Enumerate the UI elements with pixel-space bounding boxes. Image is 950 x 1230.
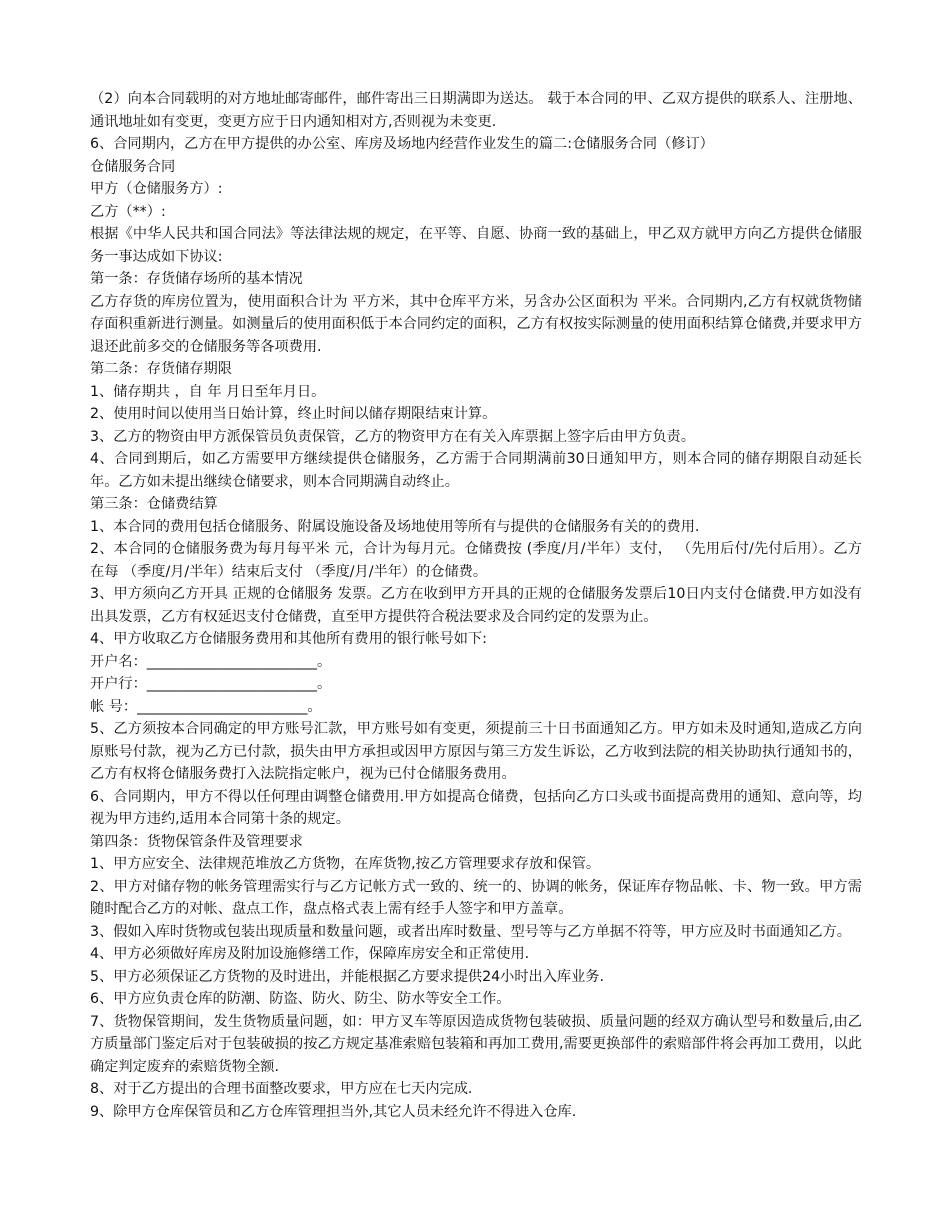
article-3-item-5: 5、乙方须按本合同确定的甲方账号汇款，甲方账号如有变更，须提前三十日书面通知乙方。甲方如未及时通知,造成乙方向原账号付款，视为乙方已付款，损失由甲方承担或因甲方原因与第三方发生诉讼，乙方收到法院的相关协助执行通知书的，乙方有权将仓储服务费打入法院指定帐户，视为已付仓储服务费用。: [90, 721, 862, 782]
article-2-item-4: 4、合同到期后，如乙方需要甲方继续提供仓储服务，乙方需于合同期满前30日通知甲方，则本合同的储存期限自动延长年。乙方如未提出继续仓储要求，则本合同期满自动终止。: [90, 451, 862, 490]
article-3-item-3: 3、甲方须向乙方开具 正规的仓储服务 发票。乙方在收到甲方开具的正规的仓储服务发票后10日内支付仓储费.甲方如没有出具发票，乙方有权延迟支付仓储费，直至甲方提供符合税法要求及合同约定的发票为止。: [90, 586, 862, 625]
document-title: 仓储服务合同: [90, 158, 176, 175]
article-4-item-1: 1、甲方应安全、法律规范堆放乙方货物，在库货物,按乙方管理要求存放和保管。: [90, 856, 601, 872]
article-3-item-2: 2、本合同的仓储服务费为每月每平米 元，合计为每月元。仓储费按 (季度/月/半年）支付， （先用后付/先付后用）。乙方在每 （季度/月/半年）结束后支付 （季度/月/半年）的仓储费。: [90, 541, 862, 580]
document-page: [90, 88, 862, 1123]
article-4-item-5: 5、甲方必须保证乙方货物的及时进出，并能根据乙方要求提供24小时出入库业务.: [90, 968, 604, 985]
article-4-item-9: 9、除甲方仓库保管员和乙方仓库管理担当外,其它人员未经允许不得进入仓库.: [90, 1103, 577, 1120]
article-3-heading: 第三条：仓储费结算: [90, 496, 218, 512]
article-3-item-1: 1、本合同的费用包括仓储服务、附属设施设备及场地使用等所有与提供的仓储服务有关的的费用.: [90, 518, 700, 535]
article-4-item-6: 6、甲方应负责仓库的防潮、防盗、防火、防尘、防水等安全工作。: [90, 991, 511, 1007]
article-3-item-4: 4、甲方收取乙方仓储服务费用和其他所有费用的银行帐号如下:: [90, 631, 487, 647]
article-3-item-6: 6、合同期内，甲方不得以任何理由调整仓储费用.甲方如提高仓储费，包括向乙方口头或书面提高费用的通知、意向等，均视为甲方违约,适用本合同第十条的规定。: [90, 788, 862, 827]
bank-name-field: 开户行：________________________。: [90, 676, 332, 692]
preamble-paragraph: 根据《中华人民共和国合同法》等法律法规的规定，在平等、自愿、协商一致的基础上，甲乙双方就甲方向乙方提供仓储服务一事达成如下协议:: [90, 226, 862, 265]
article-4-item-2: 2、甲方对储存物的帐务管理需实行与乙方记帐方式一致的、统一的、协调的帐务，保证库存物品帐、卡、物一致。甲方需随时配合乙方的对帐、盘点工作，盘点格式表上需有经手人签字和甲方盖章。: [90, 878, 862, 917]
party-b-label: 乙方（**）:: [90, 203, 166, 220]
article-1-body: 乙方存货的库房位置为，使用面积合计为 平方米，其中仓库平方米，另含办公区面积为 平米。合同期内,乙方有权就货物储存面积重新进行测量。如测量后的使用面积低于本合同约定的面积，乙方有权按实际测量的使用面积结算仓储费,并要求甲方退还此前多交的仓储服务等各项费用.: [90, 293, 862, 355]
account-name-field: 开户名：________________________。: [90, 653, 332, 670]
party-a-label: 甲方（仓储服务方）:: [90, 181, 223, 197]
article-1-heading: 第一条：存货储存场所的基本情况: [90, 271, 303, 287]
line-clause-6-office: 6、合同期内，乙方在甲方提供的办公室、库房及场地内经营作业发生的篇二:仓储服务合同（修订）: [90, 136, 714, 152]
article-2-item-3: 3、乙方的物资由甲方派保管员负责保管，乙方的物资甲方在有关入库票据上签字后由甲方负责。: [90, 428, 695, 445]
article-4-item-4: 4、甲方必须做好库房及附加设施修缮工作，保障库房安全和正常使用.: [90, 946, 530, 962]
article-4-heading: 第四条：货物保管条件及管理要求: [90, 833, 303, 850]
article-4-item-3: 3、假如入库时货物或包装出现质量和数量问题，或者出库时数量、型号等与乙方单据不符等，甲方应及时书面通知乙方。: [90, 923, 851, 940]
account-number-field: 帐 号：________________________。: [90, 698, 322, 715]
article-4-item-8: 8、对于乙方提出的合理书面整改要求，甲方应在七天内完成.: [90, 1081, 473, 1097]
article-4-item-7: 7、货物保管期间，发生货物质量问题，如：甲方叉车等原因造成货物包装破损、质量问题的经双方确认型号和数量后,由乙方质量部门鉴定后对于包装破损的按乙方规定基准索赔包装箱和再加工费用,需要更换部件的索赔部件将会再加工费用，以此确定判定废弃的索赔货物全额.: [90, 1013, 862, 1075]
article-2-item-2: 2、使用时间以使用当日始计算，终止时间以储存期限结束计算。: [90, 406, 497, 422]
article-2-heading: 第二条：存货储存期限: [90, 361, 232, 377]
article-2-item-1: 1、储存期共 ，自 年 月日至年月日。: [90, 383, 326, 400]
para-delivery-mail: （2）向本合同载明的对方地址邮寄邮件，邮件寄出三日期满即为送达。 载于本合同的甲、乙双方提供的联系人、注册地、通讯地址如有变更，变更方应于日内通知相对方,否则视为未变更.: [90, 91, 862, 130]
